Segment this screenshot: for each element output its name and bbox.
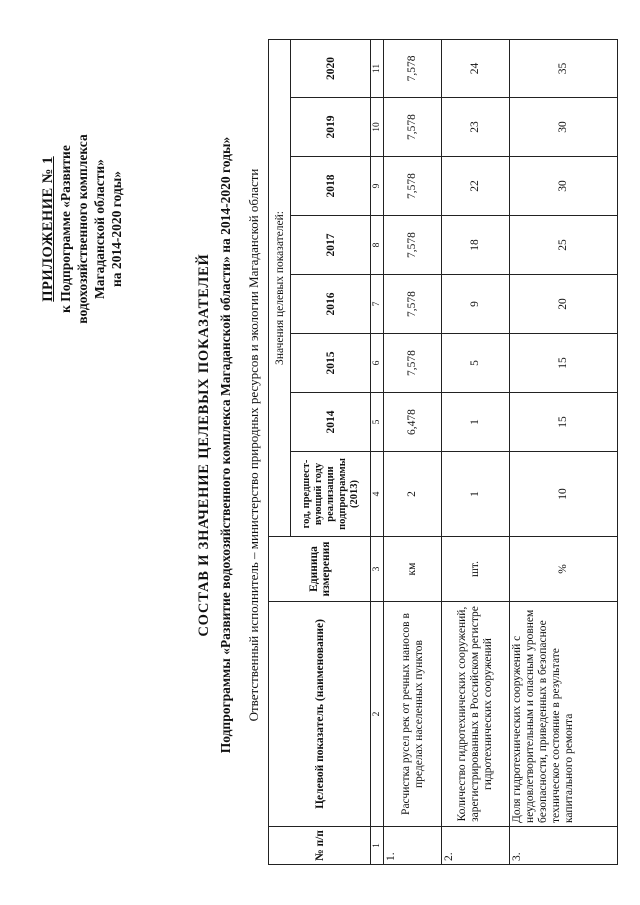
row-value: 20 <box>510 275 618 334</box>
appendix-line: водохозяйственного комплекса <box>75 134 90 324</box>
row-unit: % <box>510 537 618 602</box>
row-base-value: 2 <box>384 452 442 537</box>
column-number: 6 <box>371 334 384 393</box>
column-number: 4 <box>371 452 384 537</box>
row-value: 18 <box>442 216 510 275</box>
row-value: 6,478 <box>384 393 442 452</box>
row-value: 7,578 <box>384 157 442 216</box>
appendix-heading: ПРИЛОЖЕНИЕ № 1 <box>40 156 56 302</box>
header-year: 2016 <box>291 275 371 334</box>
appendix-line: на 2014-2020 годы» <box>109 170 124 288</box>
row-num: 3. <box>510 827 618 865</box>
header-year: 2017 <box>291 216 371 275</box>
header-year: 2018 <box>291 157 371 216</box>
column-number: 5 <box>371 393 384 452</box>
column-number: 10 <box>371 98 384 157</box>
row-num: 1. <box>384 827 442 865</box>
indicators-table <box>268 39 618 865</box>
table-row <box>442 39 510 864</box>
column-number: 7 <box>371 275 384 334</box>
document-subtitle: Подпрограммы «Развитие водохозяйственного комплекса Магаданской области» на 2014-2020 годы» <box>218 136 233 754</box>
row-value: 9 <box>442 275 510 334</box>
row-indicator: Количество гидротехнических сооружений, зарегистрированных в Российском регистре гидротехнических сооружений <box>442 602 510 827</box>
column-number: 8 <box>371 216 384 275</box>
row-value: 7,578 <box>384 98 442 157</box>
row-num: 2. <box>442 827 510 865</box>
column-number: 11 <box>371 39 384 97</box>
column-number: 2 <box>371 602 384 827</box>
row-value: 5 <box>442 334 510 393</box>
header-indicator: Целевой показатель (наименование) <box>269 602 371 827</box>
header-unit: Единица измерения <box>269 537 371 602</box>
row-indicator: Расчистка русел рек от речных наносов в пределах населенных пунктов <box>384 602 442 827</box>
table-row <box>510 39 618 864</box>
row-value: 25 <box>510 216 618 275</box>
header-year: 2020 <box>291 39 371 97</box>
header-num: № п/п <box>269 827 371 865</box>
row-base-value: 10 <box>510 452 618 537</box>
row-value: 7,578 <box>384 334 442 393</box>
row-value: 30 <box>510 157 618 216</box>
column-number-row <box>371 39 384 864</box>
row-value: 15 <box>510 334 618 393</box>
row-base-value: 1 <box>442 452 510 537</box>
responsible-executor: Ответственный исполнитель – министерство природных ресурсов и экологии Магаданской области <box>246 168 261 722</box>
row-value: 7,578 <box>384 216 442 275</box>
row-value: 35 <box>510 39 618 97</box>
appendix-line: Магаданской области» <box>92 159 107 299</box>
document-title: СОСТАВ И ЗНАЧЕНИЕ ЦЕЛЕВЫХ ПОКАЗАТЕЛЕЙ <box>196 253 212 637</box>
row-value: 30 <box>510 98 618 157</box>
appendix-block <box>40 64 125 394</box>
column-number: 1 <box>371 827 384 865</box>
appendix-line: к Подпрограмме «Развитие <box>58 145 73 313</box>
row-value: 15 <box>510 393 618 452</box>
row-value: 23 <box>442 98 510 157</box>
header-year: 2015 <box>291 334 371 393</box>
column-number: 9 <box>371 157 384 216</box>
header-values-group: Значения целевых показателей: <box>269 39 291 536</box>
header-year: 2014 <box>291 393 371 452</box>
column-number: 3 <box>371 537 384 602</box>
row-value: 22 <box>442 157 510 216</box>
row-value: 7,578 <box>384 275 442 334</box>
row-value: 7,578 <box>384 39 442 97</box>
table-row <box>384 39 442 864</box>
row-unit: шт. <box>442 537 510 602</box>
row-unit: км <box>384 537 442 602</box>
header-base-year: год, предшест-вующий году реализации подпрограммы (2013) <box>291 452 371 537</box>
header-year: 2019 <box>291 98 371 157</box>
row-value: 1 <box>442 393 510 452</box>
row-indicator: Доля гидротехнических сооружений с неудовлетворительным и опасным уровнем безопасности, приведенных в безопасное техническое состояние в результате капитального ремонта <box>510 602 618 827</box>
row-value: 24 <box>442 39 510 97</box>
